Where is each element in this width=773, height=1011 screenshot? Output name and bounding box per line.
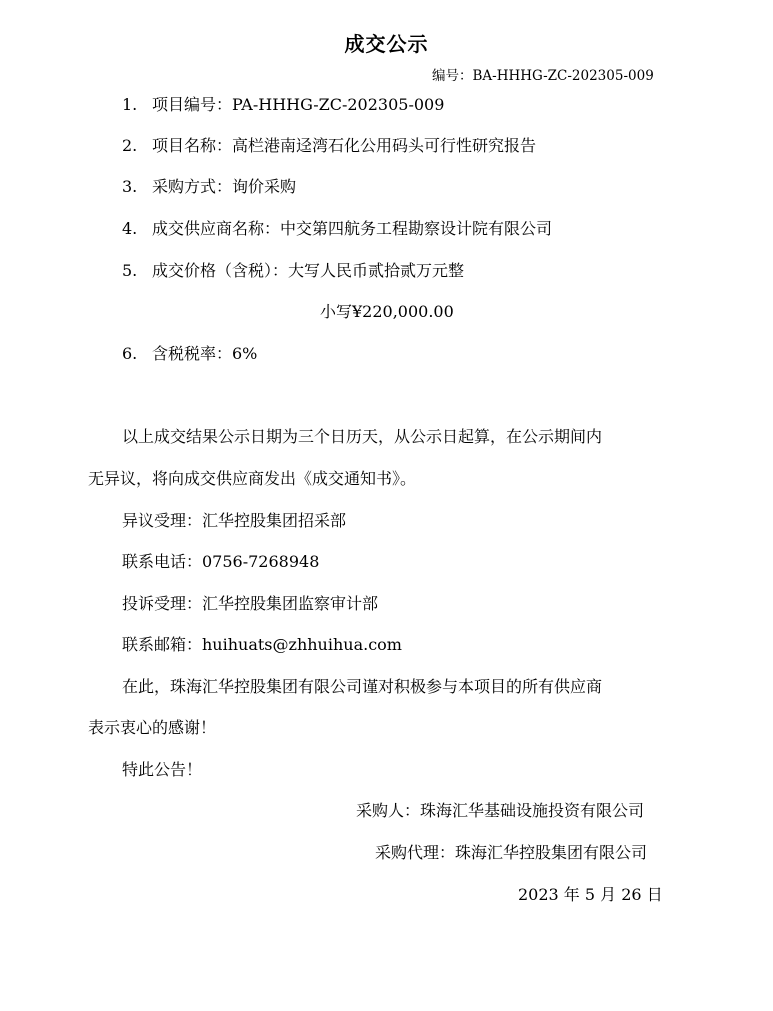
item-tax-rate xyxy=(122,343,257,365)
item-number: 3. xyxy=(122,177,138,196)
announcement-paragraph-line2: 无异议，将向成交供应商发出《成交通知书》。 xyxy=(88,469,417,488)
objection-contact: 异议受理：汇华控股集团招采部 xyxy=(122,511,347,530)
signature-agent: 采购代理：珠海汇华控股集团有限公司 xyxy=(375,843,648,862)
signature-date: 2023 年 5 月 26 日 xyxy=(518,885,663,904)
announcement-paragraph-line1: 以上成交结果公示日期为三个日历天，从公示日起算，在公示期间内 xyxy=(122,427,603,446)
item-procurement-method xyxy=(122,176,296,198)
item-text: 项目名称：高栏港南迳湾石化公用码头可行性研究报告 xyxy=(152,136,537,155)
item-project-number xyxy=(122,94,444,116)
item-supplier-name xyxy=(122,218,552,240)
document-number: 编号：BA-HHHG-ZC-202305-009 xyxy=(432,68,654,84)
contact-email: 联系邮箱：huihuats@zhhuihua.com xyxy=(122,635,402,654)
item-number: 4. xyxy=(122,219,138,238)
closing-statement: 特此公告！ xyxy=(122,760,203,779)
item-number: 1. xyxy=(122,95,138,114)
complaint-contact: 投诉受理：汇华控股集团监察审计部 xyxy=(122,594,379,613)
item-text: 成交供应商名称：中交第四航务工程勘察设计院有限公司 xyxy=(152,219,553,238)
thanks-paragraph-line1: 在此，珠海汇华控股集团有限公司谨对积极参与本项目的所有供应商 xyxy=(122,677,603,696)
item-price xyxy=(122,260,464,282)
item-number: 2. xyxy=(122,136,138,155)
page-title: 成交公示 xyxy=(344,32,429,56)
item-project-name xyxy=(122,135,536,157)
signature-purchaser: 采购人：珠海汇华基础设施投资有限公司 xyxy=(356,801,645,820)
item-text: 项目编号：PA-HHHG-ZC-202305-009 xyxy=(152,95,445,114)
thanks-paragraph-line2: 表示衷心的感谢！ xyxy=(88,718,217,737)
contact-phone: 联系电话：0756-7268948 xyxy=(122,552,320,571)
item-number: 5. xyxy=(122,261,138,280)
item-text: 含税税率：6% xyxy=(152,344,258,363)
item-text: 采购方式：询价采购 xyxy=(152,177,297,196)
price-small-amount: 小写¥220,000.00 xyxy=(320,302,454,321)
item-number: 6. xyxy=(122,344,138,363)
item-text: 成交价格（含税）：大写人民币贰拾贰万元整 xyxy=(152,261,465,280)
